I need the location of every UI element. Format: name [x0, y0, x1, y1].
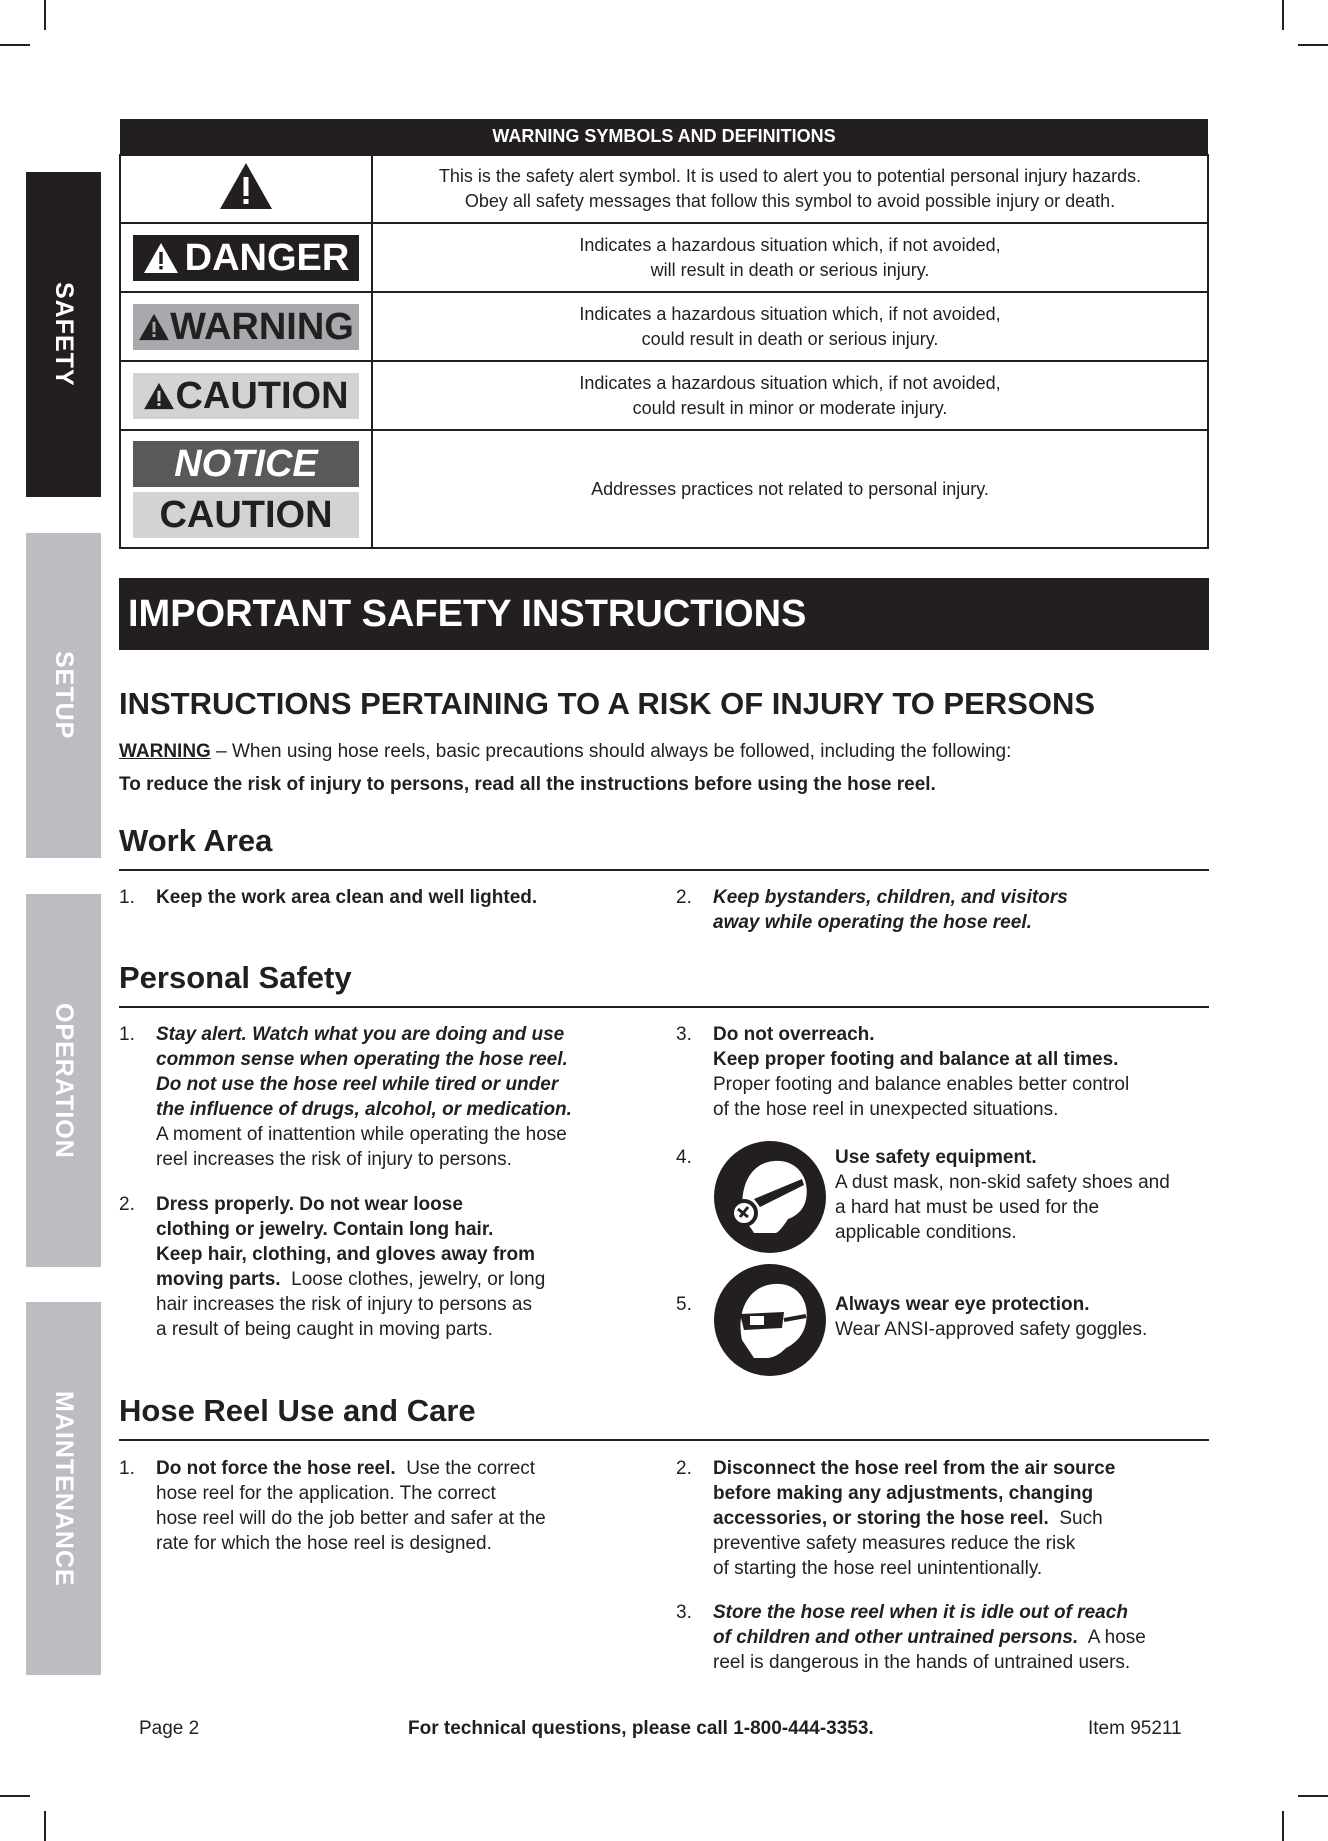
list-item: 1. Keep the work area clean and well lighted.	[119, 887, 538, 908]
definition-text: could result in death or serious injury.	[641, 328, 939, 349]
table-row	[120, 155, 1208, 223]
definition-text: This is the safety alert symbol. It is used to alert you to potential personal injury hazards.	[438, 166, 1142, 186]
dust-mask-icon	[714, 1141, 826, 1253]
item-number: Item 95211	[1088, 1718, 1182, 1739]
table-row	[120, 292, 1208, 361]
reduce-risk-text: To reduce the risk of injury to persons, read all the instructions before using the hose reel.	[119, 774, 936, 795]
definition-text: Addresses practices not related to personal injury.	[591, 478, 989, 499]
safety-alert-icon	[217, 160, 275, 212]
divider	[119, 1439, 1209, 1441]
list-item: 4. Use safety equipment. A dust mask, non-skid safety shoes and a hard hat must be used for the applicable conditions.	[676, 1145, 1206, 1260]
important-safety-instructions-band: IMPORTANT SAFETY INSTRUCTIONS	[119, 578, 1209, 650]
divider	[119, 1006, 1209, 1008]
eye-protection-icon	[714, 1264, 826, 1376]
table-header: WARNING SYMBOLS AND DEFINITIONS	[120, 119, 1208, 155]
section-title: INSTRUCTIONS PERTAINING TO A RISK OF INJURY TO PERSONS	[119, 686, 1096, 721]
side-tab-safety[interactable]: SAFETY	[26, 172, 101, 497]
warning-signal-word: WARNING	[133, 304, 359, 350]
warning-symbols-table	[119, 119, 1209, 549]
list-item: 2. Keep bystanders, children, and visitors away while operating the hose reel.	[676, 887, 1068, 933]
warning-label: WARNING	[119, 741, 211, 762]
crop-mark	[44, 1811, 46, 1841]
page-number: Page 2	[139, 1718, 200, 1739]
definition-text: could result in minor or moderate injury.	[632, 397, 948, 418]
list-item: 5. Always wear eye protection. Wear ANSI-approved safety goggles.	[676, 1292, 1206, 1392]
divider	[119, 869, 1209, 871]
caution-signal-word: CAUTION	[133, 373, 359, 419]
list-item: 1. Stay alert. Watch what you are doing and use common sense when operating the hose reel. Do not use the hose reel while tired or under the influence of drugs, alcohol, or medication. A moment of inattention while operating the hose reel increases the risk of injury to persons.	[119, 1024, 572, 1170]
side-tab-maintenance[interactable]: MAINTENANCE	[26, 1302, 101, 1675]
list-item: 3. Store the hose reel when it is idle out of reach of children and other untrained persons. A hose reel is dangerous in the hands of untrained users.	[676, 1602, 1146, 1673]
list-item: 3. Do not overreach. Keep proper footing and balance at all times. Proper footing and balance enables better control of the hose reel in unexpected situations.	[676, 1024, 1130, 1120]
side-tab-setup[interactable]: SETUP	[26, 533, 101, 858]
table-row	[120, 223, 1208, 292]
list-item: 2. Dress properly. Do not wear loose clothing or jewelry. Contain long hair. Keep hair, clothing, and gloves away from moving parts. Loose clothes, jewelry, or long hair increases the risk of injury to persons as a result of being caught in moving parts.	[119, 1194, 546, 1340]
caution-notice-signal-word: CAUTION	[133, 492, 359, 538]
crop-mark	[0, 1795, 30, 1797]
danger-signal-word: DANGER	[133, 235, 359, 281]
technical-questions: For technical questions, please call 1-800-444-3353.	[408, 1718, 874, 1739]
definition-text: Indicates a hazardous situation which, if not avoided,	[579, 234, 1001, 255]
table-row	[120, 430, 1208, 548]
crop-mark	[0, 44, 30, 46]
definition-text: will result in death or serious injury.	[650, 259, 930, 280]
definition-text: Obey all safety messages that follow this symbol to avoid possible injury or death.	[464, 191, 1116, 211]
alert-triangle-icon	[143, 382, 175, 410]
definition-text: Indicates a hazardous situation which, if not avoided,	[579, 372, 1001, 393]
crop-mark	[1282, 1811, 1284, 1841]
crop-mark	[1298, 1795, 1328, 1797]
definition-text: Indicates a hazardous situation which, if not avoided,	[579, 303, 1001, 324]
personal-safety-heading: Personal Safety	[119, 960, 352, 995]
side-tab-operation[interactable]: OPERATION	[26, 894, 101, 1267]
alert-triangle-icon	[138, 313, 170, 341]
work-area-heading: Work Area	[119, 823, 273, 858]
notice-signal-word: NOTICE	[133, 441, 359, 487]
crop-mark	[1282, 0, 1284, 30]
list-item: 1. Do not force the hose reel. Use the correct hose reel for the application. The correct hose reel will do the job better and safer at the rate for which the hose reel is designed.	[119, 1458, 546, 1554]
alert-triangle-icon	[143, 242, 179, 274]
crop-mark	[1298, 44, 1328, 46]
list-item: 2. Disconnect the hose reel from the air source before making any adjustments, changing accessories, or storing the hose reel. Such preventive safety measures reduce the risk of starting the hose reel unintentionally.	[676, 1458, 1116, 1579]
warning-intro: WARNING – When using hose reels, basic precautions should always be followed, including the following:	[119, 741, 1012, 762]
hose-reel-heading: Hose Reel Use and Care	[119, 1393, 476, 1428]
crop-mark	[44, 0, 46, 30]
table-row	[120, 361, 1208, 430]
